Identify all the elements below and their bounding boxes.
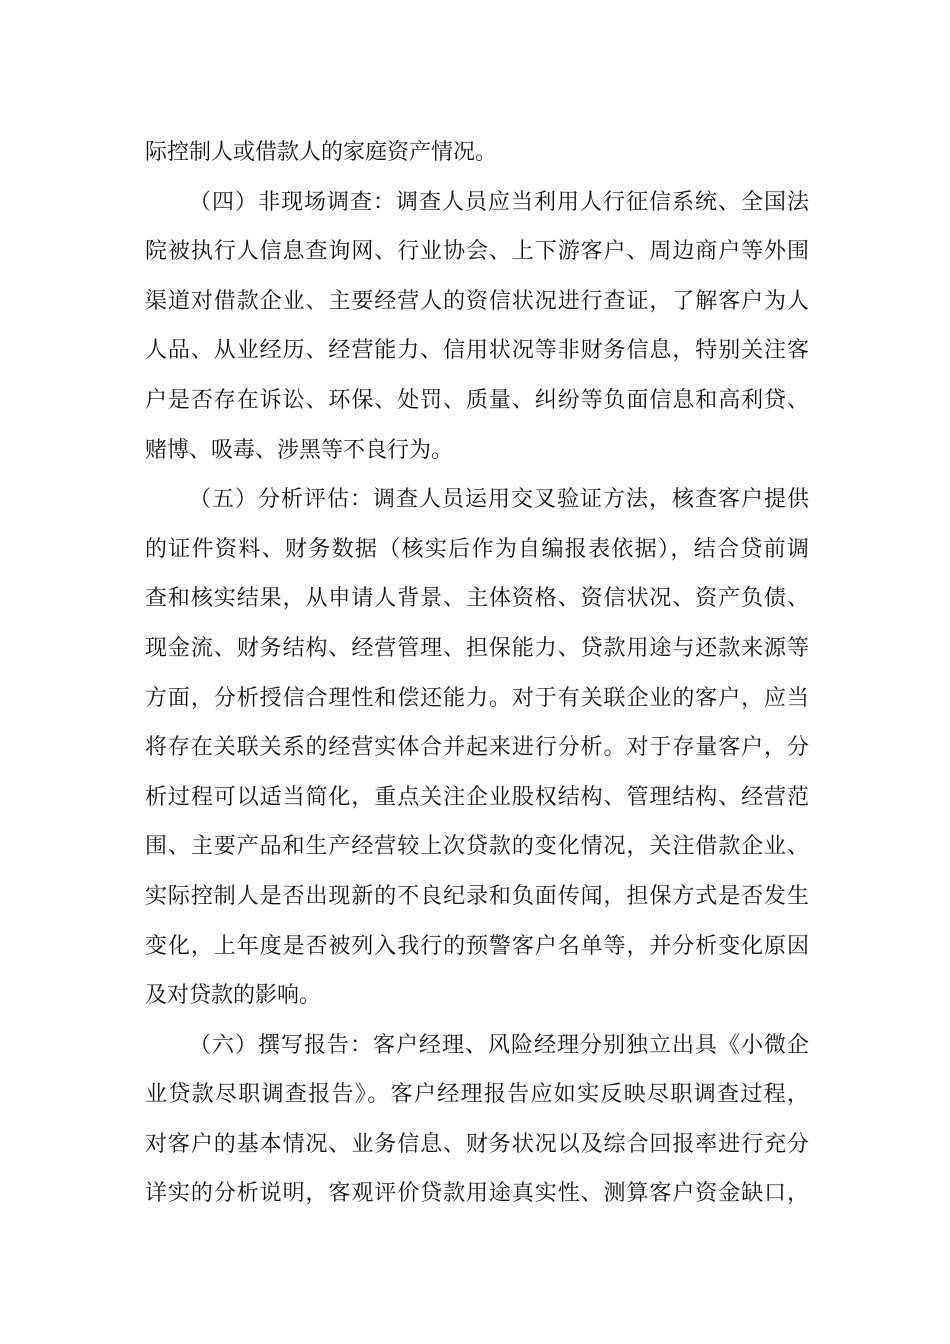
text-line: 人品、从业经历、经营能力、信用状况等非财务信息，特别关注客 [145, 338, 809, 364]
document-body [145, 128, 809, 1219]
text-line: 赌博、吸毒、涉黑等不良行为。 [145, 437, 454, 463]
paragraph-6-heading-line: （六）撰写报告：客户经理、风险经理分别独立出具《小微企 [189, 1032, 809, 1058]
text-line: 详实的分析说明，客观评价贷款用途真实性、测算客户资金缺口， [145, 1181, 809, 1207]
paragraph-4-heading-line: （四）非现场调查：调查人员应当利用人行征信系统、全国法 [189, 189, 809, 215]
text-line: 围、主要产品和生产经营较上次贷款的变化情况，关注借款企业、 [145, 834, 809, 860]
paragraph-5-heading-line: （五）分析评估：调查人员运用交叉验证方法，核查客户提供 [189, 487, 809, 513]
text-line: 方面，分析授信合理性和偿还能力。对于有关联企业的客户，应当 [145, 685, 809, 711]
text-line: 将存在关联关系的经营实体合并起来进行分析。对于存量客户，分 [145, 735, 809, 761]
text-line: 对客户的基本情况、业务信息、财务状况以及综合回报率进行充分 [145, 1131, 809, 1157]
text-line: 现金流、财务结构、经营管理、担保能力、贷款用途与还款来源等 [145, 635, 809, 661]
text-line: 析过程可以适当简化，重点关注企业股权结构、管理结构、经营范 [145, 784, 809, 810]
text-line: 实际控制人是否出现新的不良纪录和负面传闻，担保方式是否发生 [145, 883, 809, 909]
text-line: 查和核实结果，从申请人背景、主体资格、资信状况、资产负债、 [145, 586, 809, 612]
text-line: 渠道对借款企业、主要经营人的资信状况进行查证，了解客户为人 [145, 288, 809, 314]
text-line: 变化，上年度是否被列入我行的预警客户名单等，并分析变化原因 [145, 933, 809, 959]
text-line: 业贷款尽职调查报告》。客户经理报告应如实反映尽职调查过程， [145, 1082, 809, 1108]
text-line: 的证件资料、财务数据（核实后作为自编报表依据），结合贷前调 [145, 536, 809, 562]
text-line: 际控制人或借款人的家庭资产情况。 [145, 140, 498, 165]
text-line: 户是否存在诉讼、环保、处罚、质量、纠纷等负面信息和高利贷、 [145, 387, 809, 413]
text-line: 及对贷款的影响。 [145, 983, 322, 1009]
text-line: 院被执行人信息查询网、行业协会、上下游客户、周边商户等外围 [145, 239, 809, 265]
